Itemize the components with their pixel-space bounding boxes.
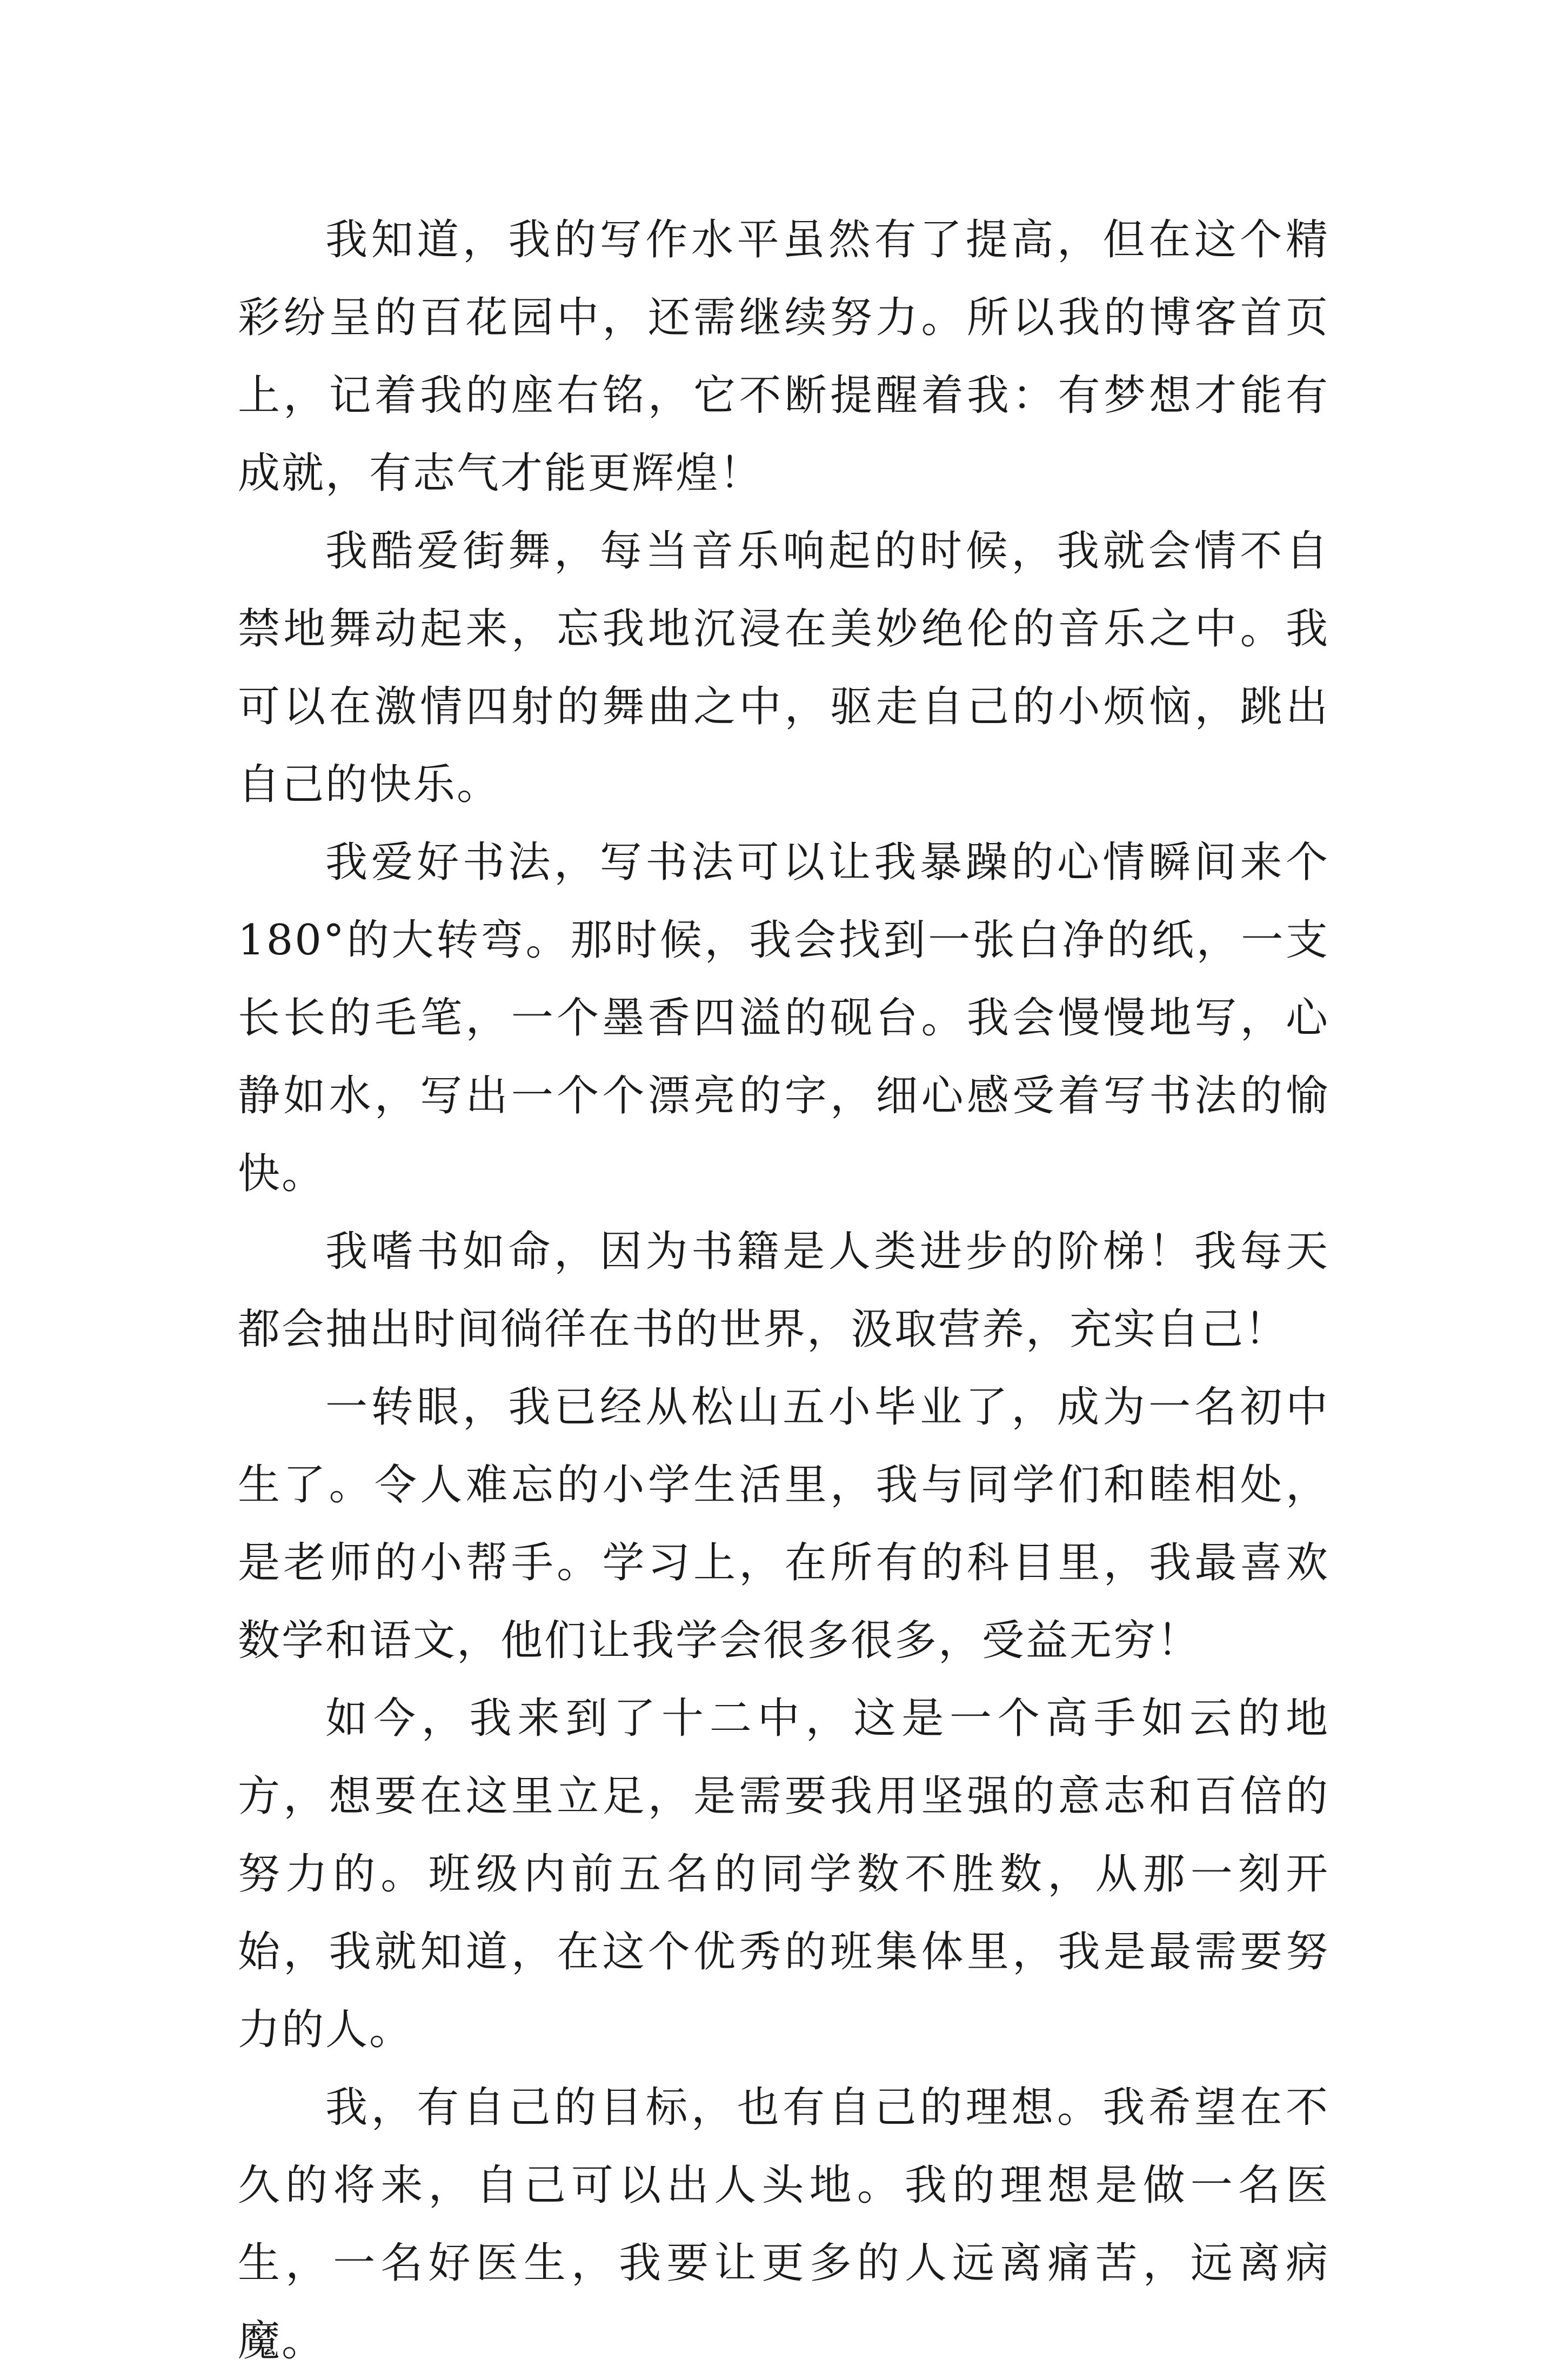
paragraph-middle-school: 如今，我来到了十二中，这是一个高手如云的地方，想要在这里立足，是需要我用坚强的意志和百倍的努力的。班级内前五名的同学数不胜数，从那一刻开始，我就知道，在这个优秀的班集体里，我是最需要努力的人。: [238, 1694, 1329, 2054]
paragraph-primary-school: 一转眼，我已经从松山五小毕业了，成为一名初中生了。令人难忘的小学生活里，我与同学们和睦相处，是老师的小帮手。学习上，在所有的科目里，我最喜欢数学和语文，他们让我学会很多很多，受益无穷！: [238, 1383, 1329, 1665]
paragraph-calligraphy: 我爱好书法，写书法可以让我暴躁的心情瞬间来个 180°的大转弯。那时候，我会找到一张白净的纸，一支长长的毛笔，一个墨香四溢的砚台。我会慢慢地写，心静如水，写出一个个漂亮的字，细心感受着写书法的愉快。: [238, 838, 1329, 1198]
paragraph-street-dance: 我酷爱街舞，每当音乐响起的时候，我就会情不自禁地舞动起来，忘我地沉浸在美妙绝伦的音乐之中。我可以在激情四射的舞曲之中，驱走自己的小烦恼，跳出自己的快乐。: [238, 527, 1329, 809]
paragraph-ideal: 我，有自己的目标，也有自己的理想。我希望在不久的将来，自己可以出人头地。我的理想是做一名医生，一名好医生，我要让更多的人远离痛苦，远离病魔。: [238, 2083, 1329, 2365]
paragraph-reading: 我嗜书如命，因为书籍是人类进步的阶梯！我每天都会抽出时间徜徉在书的世界，汲取营养，充实自己！: [238, 1227, 1329, 1354]
paragraph-writing: 我知道，我的写作水平虽然有了提高，但在这个精彩纷呈的百花园中，还需继续努力。所以我的博客首页上，记着我的座右铭，它不断提醒着我：有梦想才能有成就，有志气才能更辉煌！: [238, 216, 1329, 498]
essay-body: [238, 201, 1329, 2380]
